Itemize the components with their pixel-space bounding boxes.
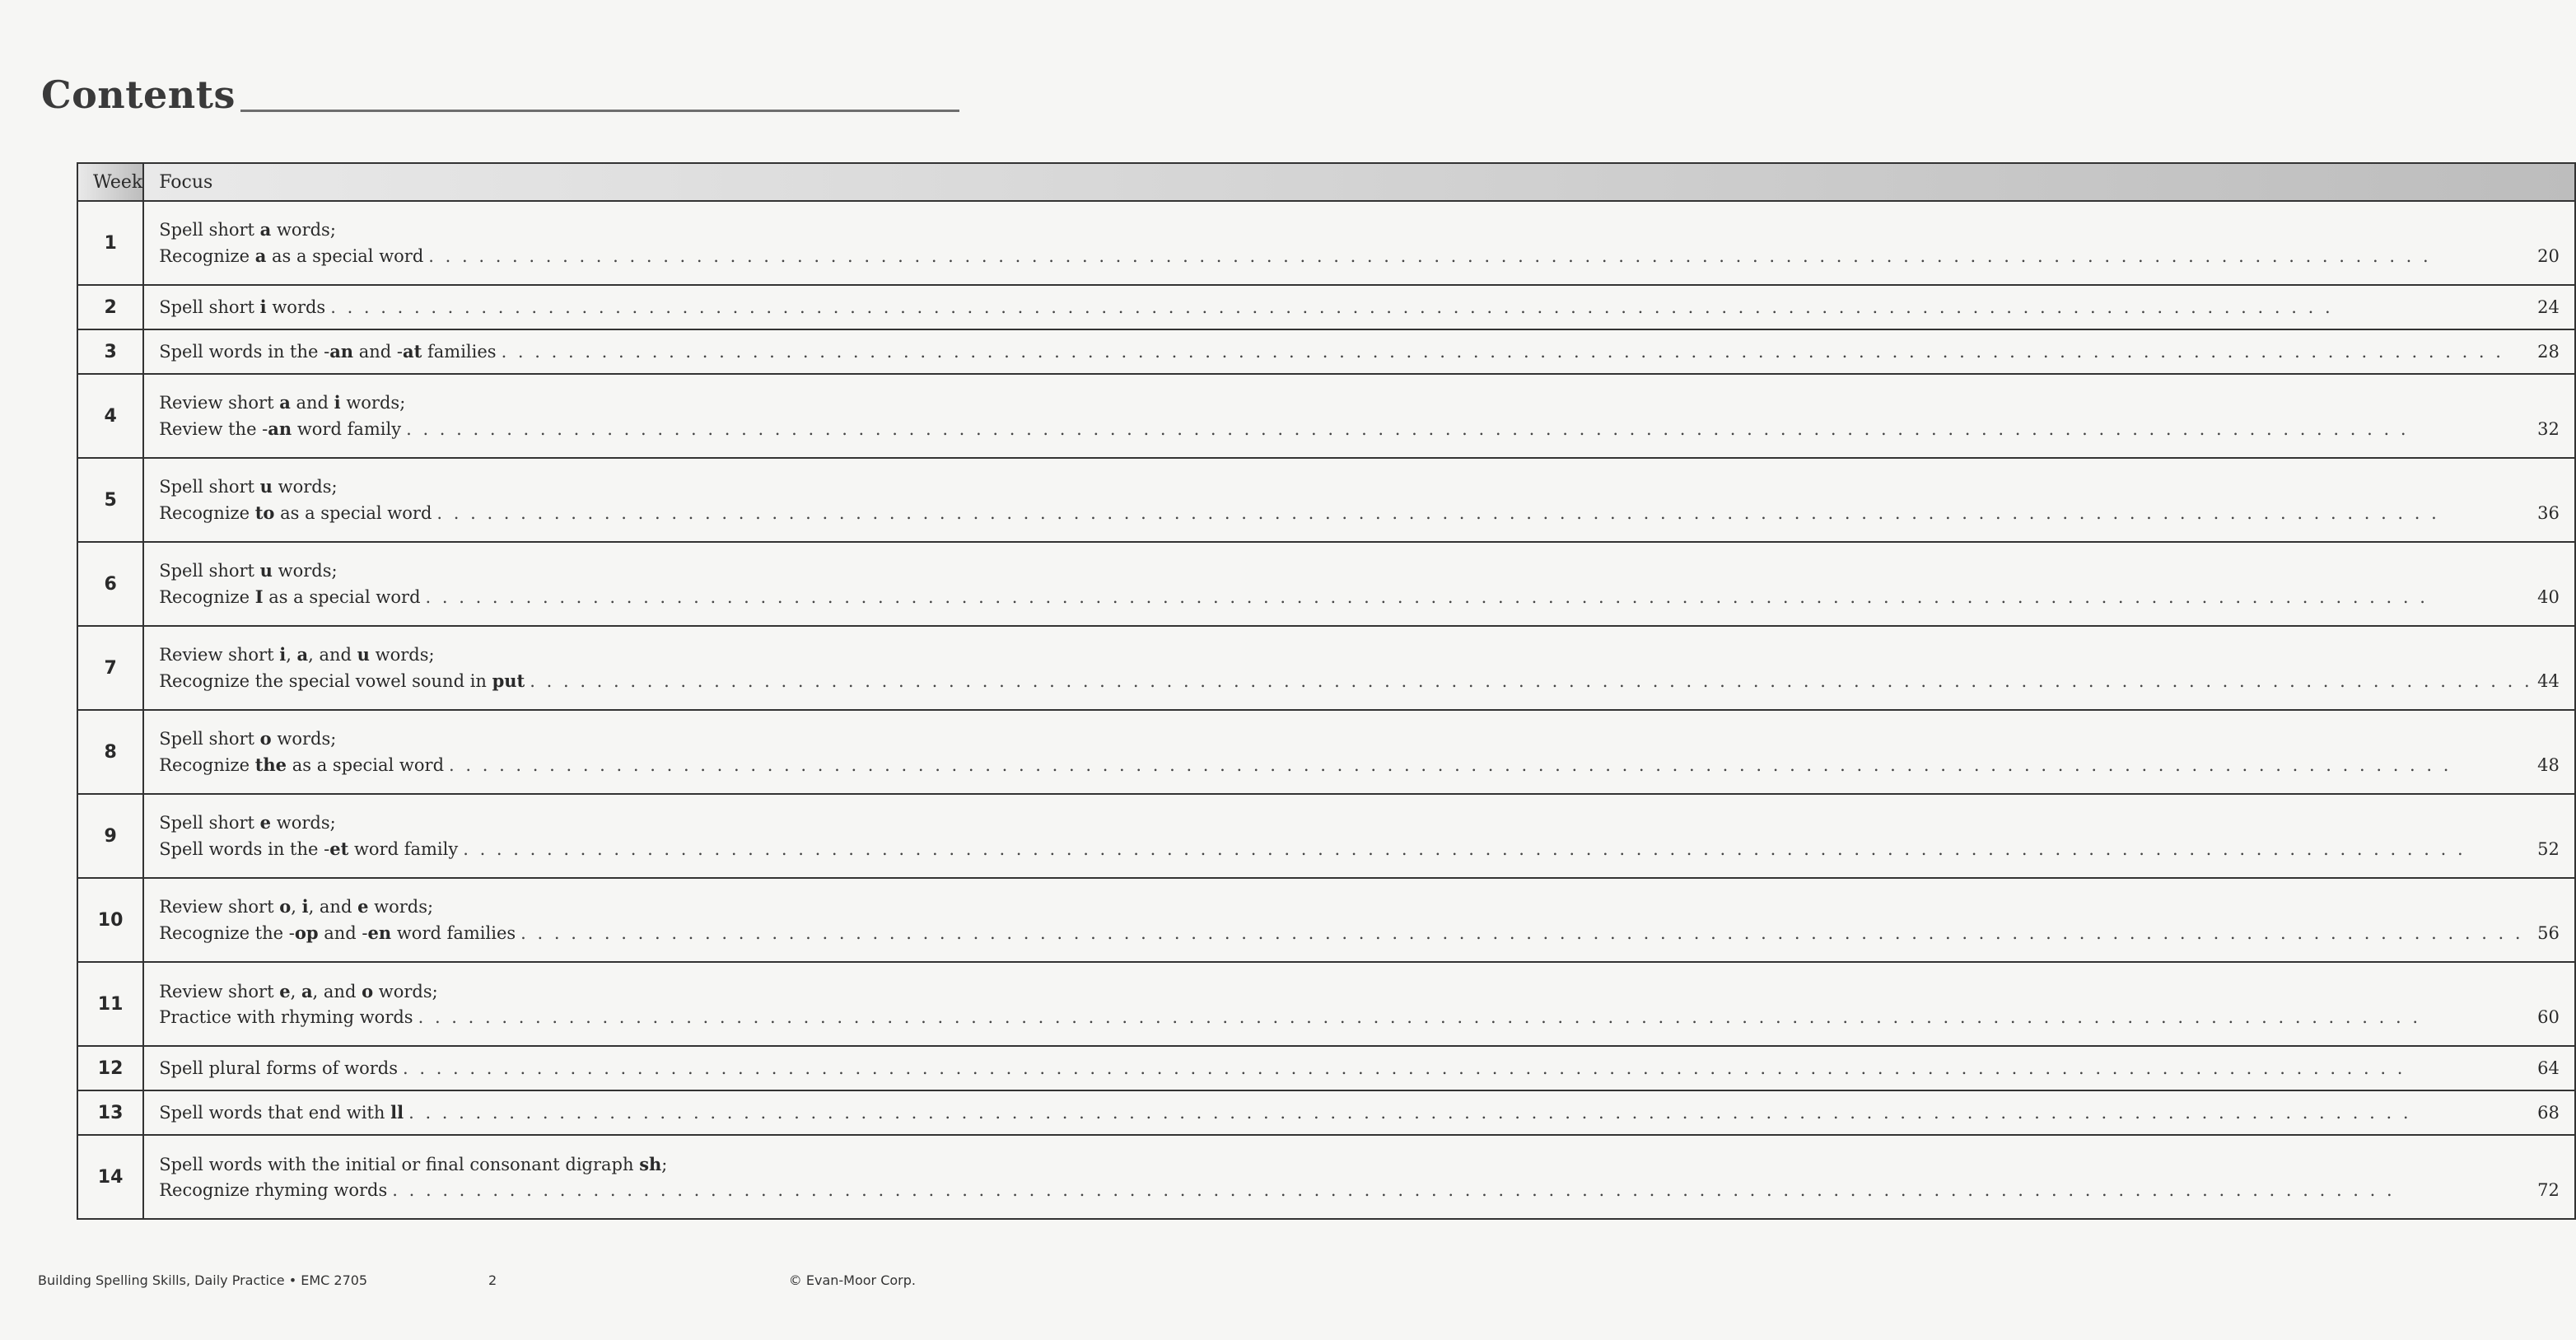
contents-table [77, 162, 2576, 1220]
focus-keyword: op [294, 922, 319, 943]
focus-text-segment: Recognize the - [159, 923, 295, 943]
focus-keyword: u [259, 560, 273, 581]
focus-text-segment: ; [661, 1154, 668, 1174]
focus-line [159, 642, 2560, 668]
table-row [77, 542, 2575, 626]
focus-text-segment: words; [340, 393, 406, 413]
focus-keyword: et [329, 838, 349, 859]
focus-text [159, 474, 337, 500]
dot-leader: . . . . . . . . . . . . . . . . . . . . . . . . . . . . . . . . . . . . . . . . . . . . . . . . . . . . . . . . . . . . . . . . . . . . . . . . . . . . . . . . . . . . . . . . . . . . . . . . . . . . . . . . . . . . . . . . . . . . . . . . [425, 587, 2429, 607]
focus-text-segment: Spell short [159, 729, 260, 749]
focus-keyword: an [268, 418, 292, 439]
focus-text-segment: Recognize the special vowel sound in [159, 671, 492, 691]
focus-line [159, 558, 2560, 584]
focus-text-segment: Review short [159, 645, 280, 665]
focus-text-segment: Review short [159, 393, 280, 413]
dot-leader: . . . . . . . . . . . . . . . . . . . . . . . . . . . . . . . . . . . . . . . . . . . . . . . . . . . . . . . . . . . . . . . . . . . . . . . . . . . . . . . . . . . . . . . . . . . . . . . . . . . . . . . . . . . . . . . . . . . . . . . . [463, 839, 2466, 859]
week-number: 8 [77, 710, 143, 794]
week-number: 6 [77, 542, 143, 626]
page-number: 40 [2537, 587, 2560, 607]
focus-text-segment: Spell short [159, 477, 260, 497]
focus-text-segment: Spell words in the - [159, 342, 330, 362]
focus-cell [143, 1046, 2575, 1090]
focus-text-segment: Recognize [159, 587, 255, 607]
focus-text-segment: Spell short [159, 220, 260, 240]
dot-leader: . . . . . . . . . . . . . . . . . . . . . . . . . . . . . . . . . . . . . . . . . . . . . . . . . . . . . . . . . . . . . . . . . . . . . . . . . . . . . . . . . . . . . . . . . . . . . . . . . . . . . . . . . . . . . . . . . . . . . . . . [449, 755, 2452, 775]
focus-text-segment: words; [368, 897, 434, 917]
focus-text-segment: words; [272, 477, 338, 497]
table-row [77, 962, 2575, 1046]
page-title: Contents [41, 72, 236, 117]
focus-text-segment: Review the - [159, 419, 268, 439]
focus-text-segment: words; [369, 645, 435, 665]
focus-line [159, 920, 2560, 946]
dot-leader: . . . . . . . . . . . . . . . . . . . . . . . . . . . . . . . . . . . . . . . . . . . . . . . . . . . . . . . . . . . . . . . . . . . . . . . . . . . . . . . . . . . . . . . . . . . . . . . . . . . . . . . . . . . . . . . . . . . . . . . . [392, 1179, 2396, 1200]
focus-line [159, 217, 2560, 243]
focus-line [159, 584, 2560, 610]
footer-book-title: Building Spelling Skills, Daily Practice • EMC 2705 [38, 1272, 368, 1288]
focus-keyword: the [254, 754, 287, 775]
focus-cell [143, 458, 2575, 542]
focus-keyword: an [329, 341, 354, 362]
focus-text-segment: , and [308, 645, 357, 665]
dot-leader: . . . . . . . . . . . . . . . . . . . . . . . . . . . . . . . . . . . . . . . . . . . . . . . . . . . . . . . . . . . . . . . . . . . . . . . . . . . . . . . . . . . . . . . . . . . . . . . . . . . . . . . . . . . . . . . . . . . . . . . . [501, 342, 2504, 362]
dot-leader: . . . . . . . . . . . . . . . . . . . . . . . . . . . . . . . . . . . . . . . . . . . . . . . . . . . . . . . . . . . . . . . . . . . . . . . . . . . . . . . . . . . . . . . . . . . . . . . . . . . . . . . . . . . . . . . . . . . . . . . . [530, 671, 2533, 691]
focus-keyword: a [279, 392, 291, 413]
dot-leader: . . . . . . . . . . . . . . . . . . . . . . . . . . . . . . . . . . . . . . . . . . . . . . . . . . . . . . . . . . . . . . . . . . . . . . . . . . . . . . . . . . . . . . . . . . . . . . . . . . . . . . . . . . . . . . . . . . . . . . . . [436, 503, 2440, 523]
focus-line [159, 1178, 2560, 1203]
table-header-row [77, 163, 2575, 201]
focus-text-segment: Spell words in the - [159, 839, 330, 859]
focus-line [159, 474, 2560, 500]
focus-keyword: u [357, 644, 370, 665]
footer-copyright: © Evan-Moor Corp. [788, 1272, 916, 1288]
focus-keyword: put [492, 670, 525, 691]
focus-line [159, 416, 2560, 442]
focus-keyword: i [259, 296, 267, 317]
focus-line [159, 978, 2560, 1005]
table-row [77, 626, 2575, 710]
focus-text [159, 416, 401, 442]
focus-text [159, 243, 423, 269]
table-row [77, 329, 2575, 374]
page-number: 20 [2537, 246, 2560, 266]
focus-cell [143, 285, 2575, 329]
focus-text-segment: as a special word [287, 755, 445, 775]
focus-line [159, 668, 2560, 694]
page-number: 24 [2537, 297, 2560, 317]
focus-text-segment: as a special word [263, 587, 421, 607]
week-number: 14 [77, 1135, 143, 1219]
contents-header [41, 72, 959, 117]
focus-cell [143, 329, 2575, 374]
focus-keyword: e [279, 980, 291, 1001]
dot-leader: . . . . . . . . . . . . . . . . . . . . . . . . . . . . . . . . . . . . . . . . . . . . . . . . . . . . . . . . . . . . . . . . . . . . . . . . . . . . . . . . . . . . . . . . . . . . . . . . . . . . . . . . . . . . . . . . . . . . . . . . [520, 923, 2524, 943]
week-number: 10 [77, 878, 143, 962]
page-number: 56 [2537, 923, 2560, 943]
focus-keyword: a [254, 245, 267, 266]
table-body [77, 201, 2575, 1219]
dot-leader: . . . . . . . . . . . . . . . . . . . . . . . . . . . . . . . . . . . . . . . . . . . . . . . . . . . . . . . . . . . . . . . . . . . . . . . . . . . . . . . . . . . . . . . . . . . . . . . . . . . . . . . . . . . . . . . . . . . . . . . . [403, 1058, 2406, 1078]
focus-keyword: a [301, 980, 313, 1001]
focus-line [159, 752, 2560, 778]
page-number: 68 [2537, 1103, 2560, 1123]
focus-text [159, 1005, 413, 1030]
week-number: 2 [77, 285, 143, 329]
focus-text-segment: words; [271, 729, 337, 749]
focus-text [159, 1178, 387, 1203]
focus-keyword: at [403, 341, 422, 362]
table-row [77, 878, 2575, 962]
focus-keyword: i [334, 392, 341, 413]
focus-line [159, 1005, 2560, 1030]
dot-leader: . . . . . . . . . . . . . . . . . . . . . . . . . . . . . . . . . . . . . . . . . . . . . . . . . . . . . . . . . . . . . . . . . . . . . . . . . . . . . . . . . . . . . . . . . . . . . . . . . . . . . . . . . . . . . . . . . . . . . . . . [408, 1103, 2411, 1123]
table-row [77, 710, 2575, 794]
focus-text-segment: words; [272, 561, 338, 581]
focus-text [159, 978, 438, 1005]
focus-keyword: i [279, 644, 287, 665]
focus-line [159, 836, 2560, 862]
focus-text-segment: and - [318, 923, 368, 943]
focus-keyword: o [279, 896, 292, 917]
focus-text-segment: as a special word [266, 246, 424, 266]
focus-text-segment: Review short [159, 897, 280, 917]
focus-text-segment: word family [348, 839, 459, 859]
focus-text-segment: , [290, 981, 301, 1001]
focus-cell [143, 878, 2575, 962]
footer-page-number: 2 [488, 1272, 497, 1288]
focus-line [159, 243, 2560, 269]
focus-text-segment: Recognize [159, 755, 255, 775]
table-row [77, 1046, 2575, 1090]
focus-line [159, 1100, 2560, 1126]
focus-text [159, 390, 405, 416]
page-number: 32 [2537, 419, 2560, 439]
page-number: 52 [2537, 839, 2560, 859]
focus-line [159, 390, 2560, 416]
focus-text-segment: words; [271, 220, 336, 240]
focus-column-header: Focus [143, 163, 2575, 201]
table-row [77, 1090, 2575, 1135]
focus-text-segment: words; [271, 813, 336, 833]
dot-leader: . . . . . . . . . . . . . . . . . . . . . . . . . . . . . . . . . . . . . . . . . . . . . . . . . . . . . . . . . . . . . . . . . . . . . . . . . . . . . . . . . . . . . . . . . . . . . . . . . . . . . . . . . . . . . . . . . . . . . . . . [418, 1006, 2421, 1027]
focus-text [159, 836, 458, 862]
focus-text [159, 1056, 398, 1081]
focus-line [159, 1151, 2560, 1178]
focus-cell [143, 794, 2575, 878]
focus-text-segment: Spell short [159, 297, 260, 317]
page-number: 60 [2537, 1006, 2560, 1027]
focus-text-segment: , and [308, 897, 358, 917]
week-number: 12 [77, 1046, 143, 1090]
focus-text-segment: Spell words that end with [159, 1103, 391, 1123]
page-number: 44 [2537, 671, 2560, 691]
focus-text-segment: , [286, 645, 297, 665]
focus-keyword: o [259, 728, 272, 749]
focus-text [159, 1100, 404, 1126]
focus-line [159, 339, 2560, 365]
page-number: 48 [2537, 755, 2560, 775]
dot-leader: . . . . . . . . . . . . . . . . . . . . . . . . . . . . . . . . . . . . . . . . . . . . . . . . . . . . . . . . . . . . . . . . . . . . . . . . . . . . . . . . . . . . . . . . . . . . . . . . . . . . . . . . . . . . . . . . . . . . . . . . [428, 246, 2432, 266]
page-number: 72 [2537, 1179, 2560, 1200]
focus-cell [143, 201, 2575, 285]
page-number: 64 [2537, 1058, 2560, 1078]
table-row [77, 285, 2575, 329]
focus-text-segment: word family [292, 419, 402, 439]
focus-line [159, 1056, 2560, 1081]
focus-text-segment: Recognize rhyming words [159, 1179, 388, 1200]
focus-keyword: ll [390, 1102, 404, 1123]
focus-keyword: a [259, 219, 272, 240]
focus-keyword: I [254, 586, 264, 607]
table-row [77, 1135, 2575, 1219]
focus-text-segment: and - [353, 342, 404, 362]
focus-text [159, 1151, 667, 1178]
focus-text [159, 294, 325, 320]
focus-text-segment: words [266, 297, 326, 317]
focus-text-segment: , [291, 897, 302, 917]
week-number: 3 [77, 329, 143, 374]
focus-keyword: sh [639, 1153, 662, 1174]
focus-text-segment: as a special word [274, 503, 432, 523]
focus-text-segment: Spell plural forms of words [159, 1058, 398, 1078]
focus-text-segment: , and [312, 981, 362, 1001]
focus-line [159, 810, 2560, 836]
table-row [77, 794, 2575, 878]
focus-cell [143, 962, 2575, 1046]
focus-line [159, 500, 2560, 526]
week-number: 1 [77, 201, 143, 285]
week-number: 9 [77, 794, 143, 878]
focus-text-segment: Recognize [159, 503, 255, 523]
focus-text [159, 339, 496, 365]
focus-text [159, 500, 432, 526]
page-number: 28 [2537, 342, 2560, 362]
table-row [77, 458, 2575, 542]
page-number: 36 [2537, 503, 2560, 523]
focus-keyword: en [367, 922, 392, 943]
focus-text-segment: families [422, 342, 497, 362]
focus-keyword: i [301, 896, 309, 917]
focus-text [159, 752, 444, 778]
focus-text-segment: words; [373, 981, 438, 1001]
focus-text-segment: Practice with rhyming words [159, 1006, 413, 1027]
title-underline [240, 110, 959, 112]
table-row [77, 374, 2575, 458]
focus-cell [143, 374, 2575, 458]
week-number: 11 [77, 962, 143, 1046]
focus-text [159, 558, 337, 584]
focus-cell [143, 542, 2575, 626]
focus-text-segment: Spell short [159, 813, 260, 833]
focus-keyword: o [362, 980, 374, 1001]
focus-cell [143, 1135, 2575, 1219]
focus-text-segment: word families [391, 923, 516, 943]
focus-text-segment: Spell words with the initial or final consonant digraph [159, 1154, 640, 1174]
week-column-header: Week [77, 163, 143, 201]
week-number: 7 [77, 626, 143, 710]
focus-text [159, 920, 516, 946]
focus-text [159, 642, 434, 668]
focus-text [159, 726, 336, 752]
focus-text-segment: and [290, 393, 334, 413]
focus-text [159, 810, 335, 836]
focus-line [159, 894, 2560, 920]
focus-line [159, 294, 2560, 320]
focus-cell [143, 1090, 2575, 1135]
focus-cell [143, 626, 2575, 710]
dot-leader: . . . . . . . . . . . . . . . . . . . . . . . . . . . . . . . . . . . . . . . . . . . . . . . . . . . . . . . . . . . . . . . . . . . . . . . . . . . . . . . . . . . . . . . . . . . . . . . . . . . . . . . . . . . . . . . . . . . . . . . . [330, 297, 2334, 317]
focus-text [159, 894, 433, 920]
focus-keyword: e [259, 812, 272, 833]
focus-text [159, 584, 420, 610]
table-row [77, 201, 2575, 285]
focus-text-segment: Review short [159, 981, 280, 1001]
focus-text-segment: Recognize [159, 246, 255, 266]
dot-leader: . . . . . . . . . . . . . . . . . . . . . . . . . . . . . . . . . . . . . . . . . . . . . . . . . . . . . . . . . . . . . . . . . . . . . . . . . . . . . . . . . . . . . . . . . . . . . . . . . . . . . . . . . . . . . . . . . . . . . . . . [406, 419, 2409, 439]
focus-keyword: to [254, 502, 275, 523]
focus-keyword: u [259, 476, 273, 497]
focus-text-segment: Spell short [159, 561, 260, 581]
focus-text [159, 217, 336, 243]
focus-text [159, 668, 525, 694]
focus-keyword: e [357, 896, 369, 917]
week-number: 4 [77, 374, 143, 458]
focus-cell [143, 710, 2575, 794]
week-number: 13 [77, 1090, 143, 1135]
focus-line [159, 726, 2560, 752]
focus-keyword: a [296, 644, 309, 665]
week-number: 5 [77, 458, 143, 542]
